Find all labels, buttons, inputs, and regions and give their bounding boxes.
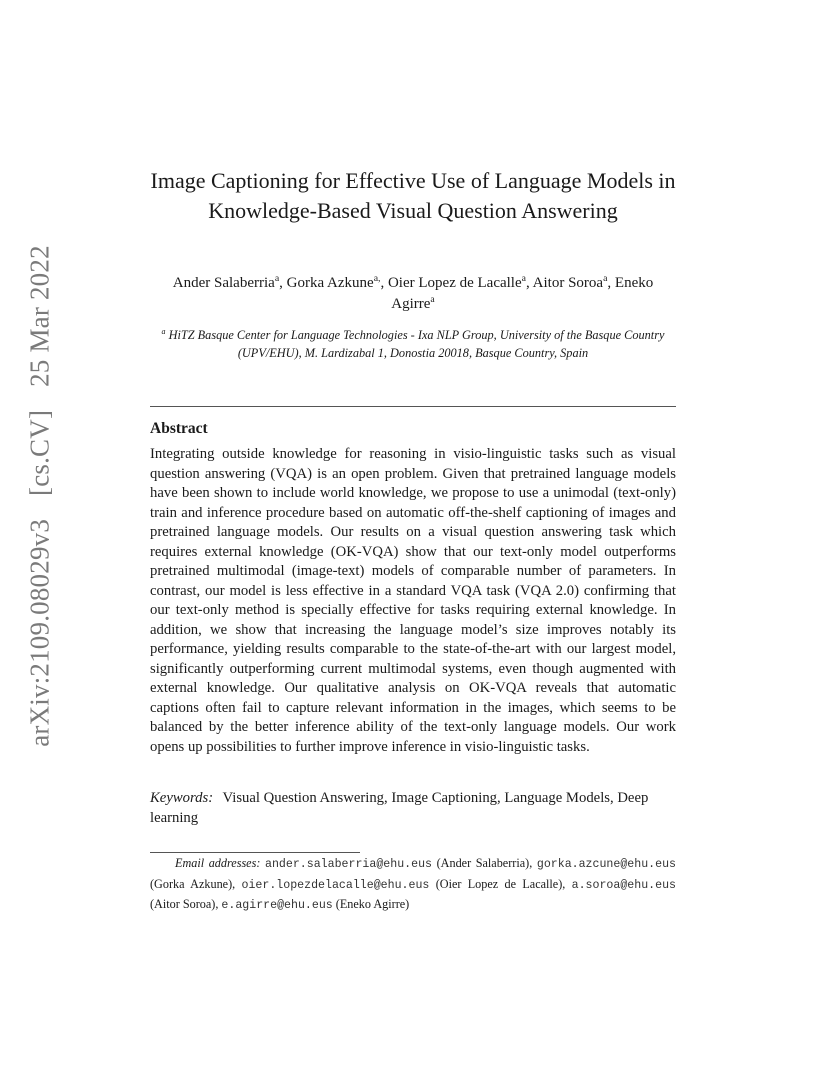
footnote-divider: [150, 852, 360, 853]
affiliation: [150, 326, 676, 362]
email-link[interactable]: oier.lopezdelacalle@ehu.eus: [241, 878, 430, 892]
email-owner: (Ander Salaberria),: [436, 856, 533, 870]
email-link[interactable]: a.soroa@ehu.eus: [571, 878, 677, 892]
author: Eneko Agirre$^a$: [391, 275, 654, 312]
email-owner: (Eneko Agirre): [335, 897, 410, 911]
email-label: Email addresses:: [175, 856, 261, 870]
abstract-text: Integrating outside knowledge for reasoning in visio-linguistic tasks such as visual question answering (VQA) is an open problem. Given that pretrained language models have been shown to include world knowledge, we propose to use a unimodal (text-only) train and inference procedure based on automatic off-the-shelf captioning of images and pretrained language models. Our results on a visual question answering task which requires external knowledge (OK-VQA) show that our text-only model outperforms pretrained multimodal (image-text) models of comparable number of parameters. In contrast, our model is less effective in a standard VQA task (VQA 2.0) confirming that our text-only method is specially effective for tasks requiring external knowledge. In addition, we show that increasing the language model’s size improves notably its performance, yielding results comparable to the state-of-the-art with our largest model, significantly outperforming current multimodal systems, even though augmented with external knowledge. Our qualitative analysis on OK-VQA reveals that automatic captions often fail to capture relevant information in the images, which seems to be balanced by the better inference ability of the text-only language models. Our work opens up possibilities to further improve inference in visio-linguistic tasks.: [150, 446, 676, 755]
arxiv-stamp: [18, 232, 62, 760]
email-owner: (Gorka Azkune),: [150, 876, 236, 891]
email-link[interactable]: gorka.azcune@ehu.eus: [536, 858, 677, 871]
email-owner: (Oier Lopez de Lacalle),: [435, 876, 566, 891]
arxiv-date: 25 Mar 2022: [24, 245, 55, 387]
email-link[interactable]: e.agirre@ehu.eus: [221, 899, 333, 912]
author: Gorka Azkune$^{a,}$: [286, 273, 381, 291]
arxiv-id: arXiv:2109.08029v3: [24, 518, 55, 747]
keywords-label: Keywords:: [150, 790, 214, 806]
author: Oier Lopez de Lacalle$^a$: [387, 273, 526, 291]
email-footnote: [150, 854, 676, 916]
keywords: [150, 789, 676, 828]
paper-title: Image Captioning for Effective Use of Language Models in Knowledge-Based Visual Question Answering: [150, 168, 676, 223]
header-divider: [150, 406, 676, 407]
author: Ander Salaberria$^a$: [172, 273, 280, 291]
affiliation-text: HiTZ Basque Center for Language Technologies - Ixa NLP Group, University of the Basque Country (UPV/EHU), M. Lardizabal 1, Donostia 20018, Basque Country, Spain: [168, 328, 665, 360]
abstract-heading: Abstract: [150, 420, 208, 437]
email-link[interactable]: ander.salaberria@ehu.eus: [265, 858, 432, 871]
arxiv-category: [cs.CV]: [24, 409, 55, 496]
affiliation-mark: a: [161, 326, 166, 336]
author-list: Ander Salaberria$^a$, Gorka Azkune$^{a,}$, Oier Lopez de Lacalle$^a$, Aitor Soroa$^a$, Eneko Agirre$^a$: [172, 273, 654, 312]
author: Aitor Soroa$^a$: [532, 273, 608, 291]
keywords-text: Visual Question Answering, Image Captioning, Language Models, Deep learning: [150, 790, 649, 826]
email-owner: (Aitor Soroa),: [150, 897, 219, 911]
